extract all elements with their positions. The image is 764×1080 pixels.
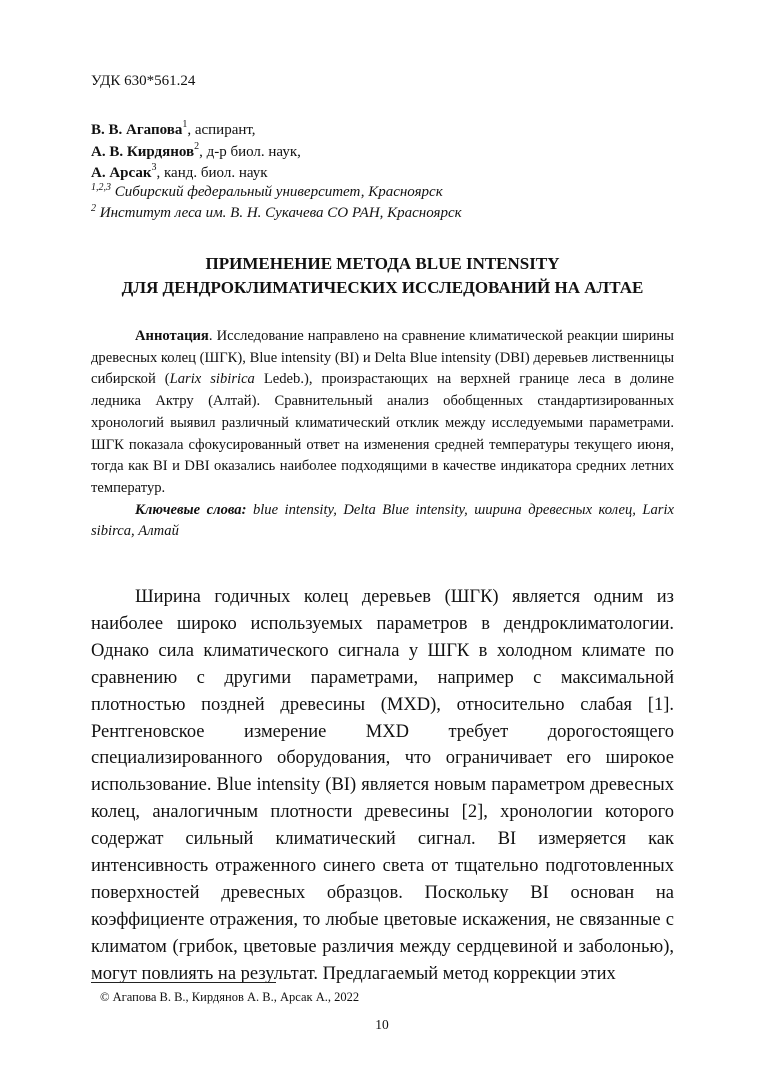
keywords-label: Ключевые слова: xyxy=(135,501,247,518)
keywords-text: blue intensity, Delta Blue intensity, ширина древесных колец, Larix sibirca, Алтай xyxy=(91,501,675,540)
affiliation-line xyxy=(91,184,443,201)
author-line xyxy=(91,163,268,183)
affiliation-text: Сибирский федеральный университет, Красноярск xyxy=(111,184,443,200)
author-name: А. В. Кирдянов xyxy=(91,144,195,160)
footnote-divider xyxy=(91,982,276,983)
copyright-footnote: © Агапова В. В., Кирдянов А. В., Арсак А., 2022 xyxy=(100,990,360,1004)
affiliation-text: Институт леса им. В. Н. Сукачева СО РАН, Красноярск xyxy=(96,205,462,221)
author-line xyxy=(91,142,301,162)
paper-title-line-2: ДЛЯ ДЕНДРОКЛИМАТИЧЕСКИХ ИССЛЕДОВАНИЙ НА АЛТАЕ xyxy=(121,278,644,297)
author-line xyxy=(91,120,256,140)
body-text-block xyxy=(91,584,674,988)
author-affiliation-mark: 2 xyxy=(194,141,200,152)
keywords-paragraph xyxy=(91,500,674,543)
abstract-label: Аннотация xyxy=(135,328,209,344)
abstract-text-2: Ledeb.), произрастающих на верхней границе леса в долине ледника Актру (Алтай). Сравнительный анализ обобщенных стандартизированных хронологий выявил различный климатический отклик между исследуемыми параметрами. ШГК показала сфокусированный ответ на изменения средней температуры текущего июня, тогда как BI и DBI оказались наиболее подходящими в качестве индикатора средних летних температур. xyxy=(91,371,674,496)
abstract-text-1: . Исследование направлено на сравнение климатической реакции ширины древесных колец (ШГК), Blue intensity (BI) и Delta Blue intensity (DBI) деревьев лиственницы сибирской ( xyxy=(91,328,674,388)
body-paragraph: Ширина годичных колец деревьев (ШГК) является одним из наиболее широко используемых параметров в дендроклиматологии. Однако сила климатического сигнала у ШГК в холодном климате по сравнению с другими параметрами, например с максимальной плотностью поздней древесины (MXD), относительно слабая [1]. Рентгеновское измерение MXD требует дорогостоящего специализированного оборудования, что ограничивает его широкое использование. Blue intensity (BI) является новым параметром древесных колец, аналогичным плотности древесины [2], хронологии которого содержат сильный климатический сигнал. BI измеряется как интенсивность отраженного синего света от тщательно подготовленных поверхностей древесных образцов. Поскольку BI основан на коэффициенте отражения, то любые цветовые искажения, не связанные с климатом (грибок, цветовые различия между сердцевиной и заболонью), могут повлиять на результат. Предлагаемый метод коррекции этих xyxy=(91,587,674,984)
paper-title-line-1: ПРИМЕНЕНИЕ МЕТОДА BLUE INTENSITY xyxy=(205,254,560,273)
affiliation-mark: 2 xyxy=(91,203,96,214)
author-degree: , д-р биол. наук, xyxy=(199,144,301,160)
author-degree: , канд. биол. наук xyxy=(156,165,268,181)
abstract-block xyxy=(91,326,674,543)
page-number: 10 xyxy=(375,1017,389,1032)
udk-code: УДК 630*561.24 xyxy=(91,73,196,89)
author-name: В. В. Агапова xyxy=(91,122,183,138)
author-affiliation-mark: 3 xyxy=(151,162,157,173)
author-affiliation-mark: 1 xyxy=(182,119,188,130)
author-name: А. Арсак xyxy=(91,165,152,181)
affiliation-line xyxy=(91,205,462,222)
affiliation-mark: 1,2,3 xyxy=(91,182,111,193)
species-name: Larix sibirica xyxy=(169,371,255,388)
abstract-paragraph xyxy=(91,326,674,500)
author-degree: , аспирант, xyxy=(187,122,256,138)
